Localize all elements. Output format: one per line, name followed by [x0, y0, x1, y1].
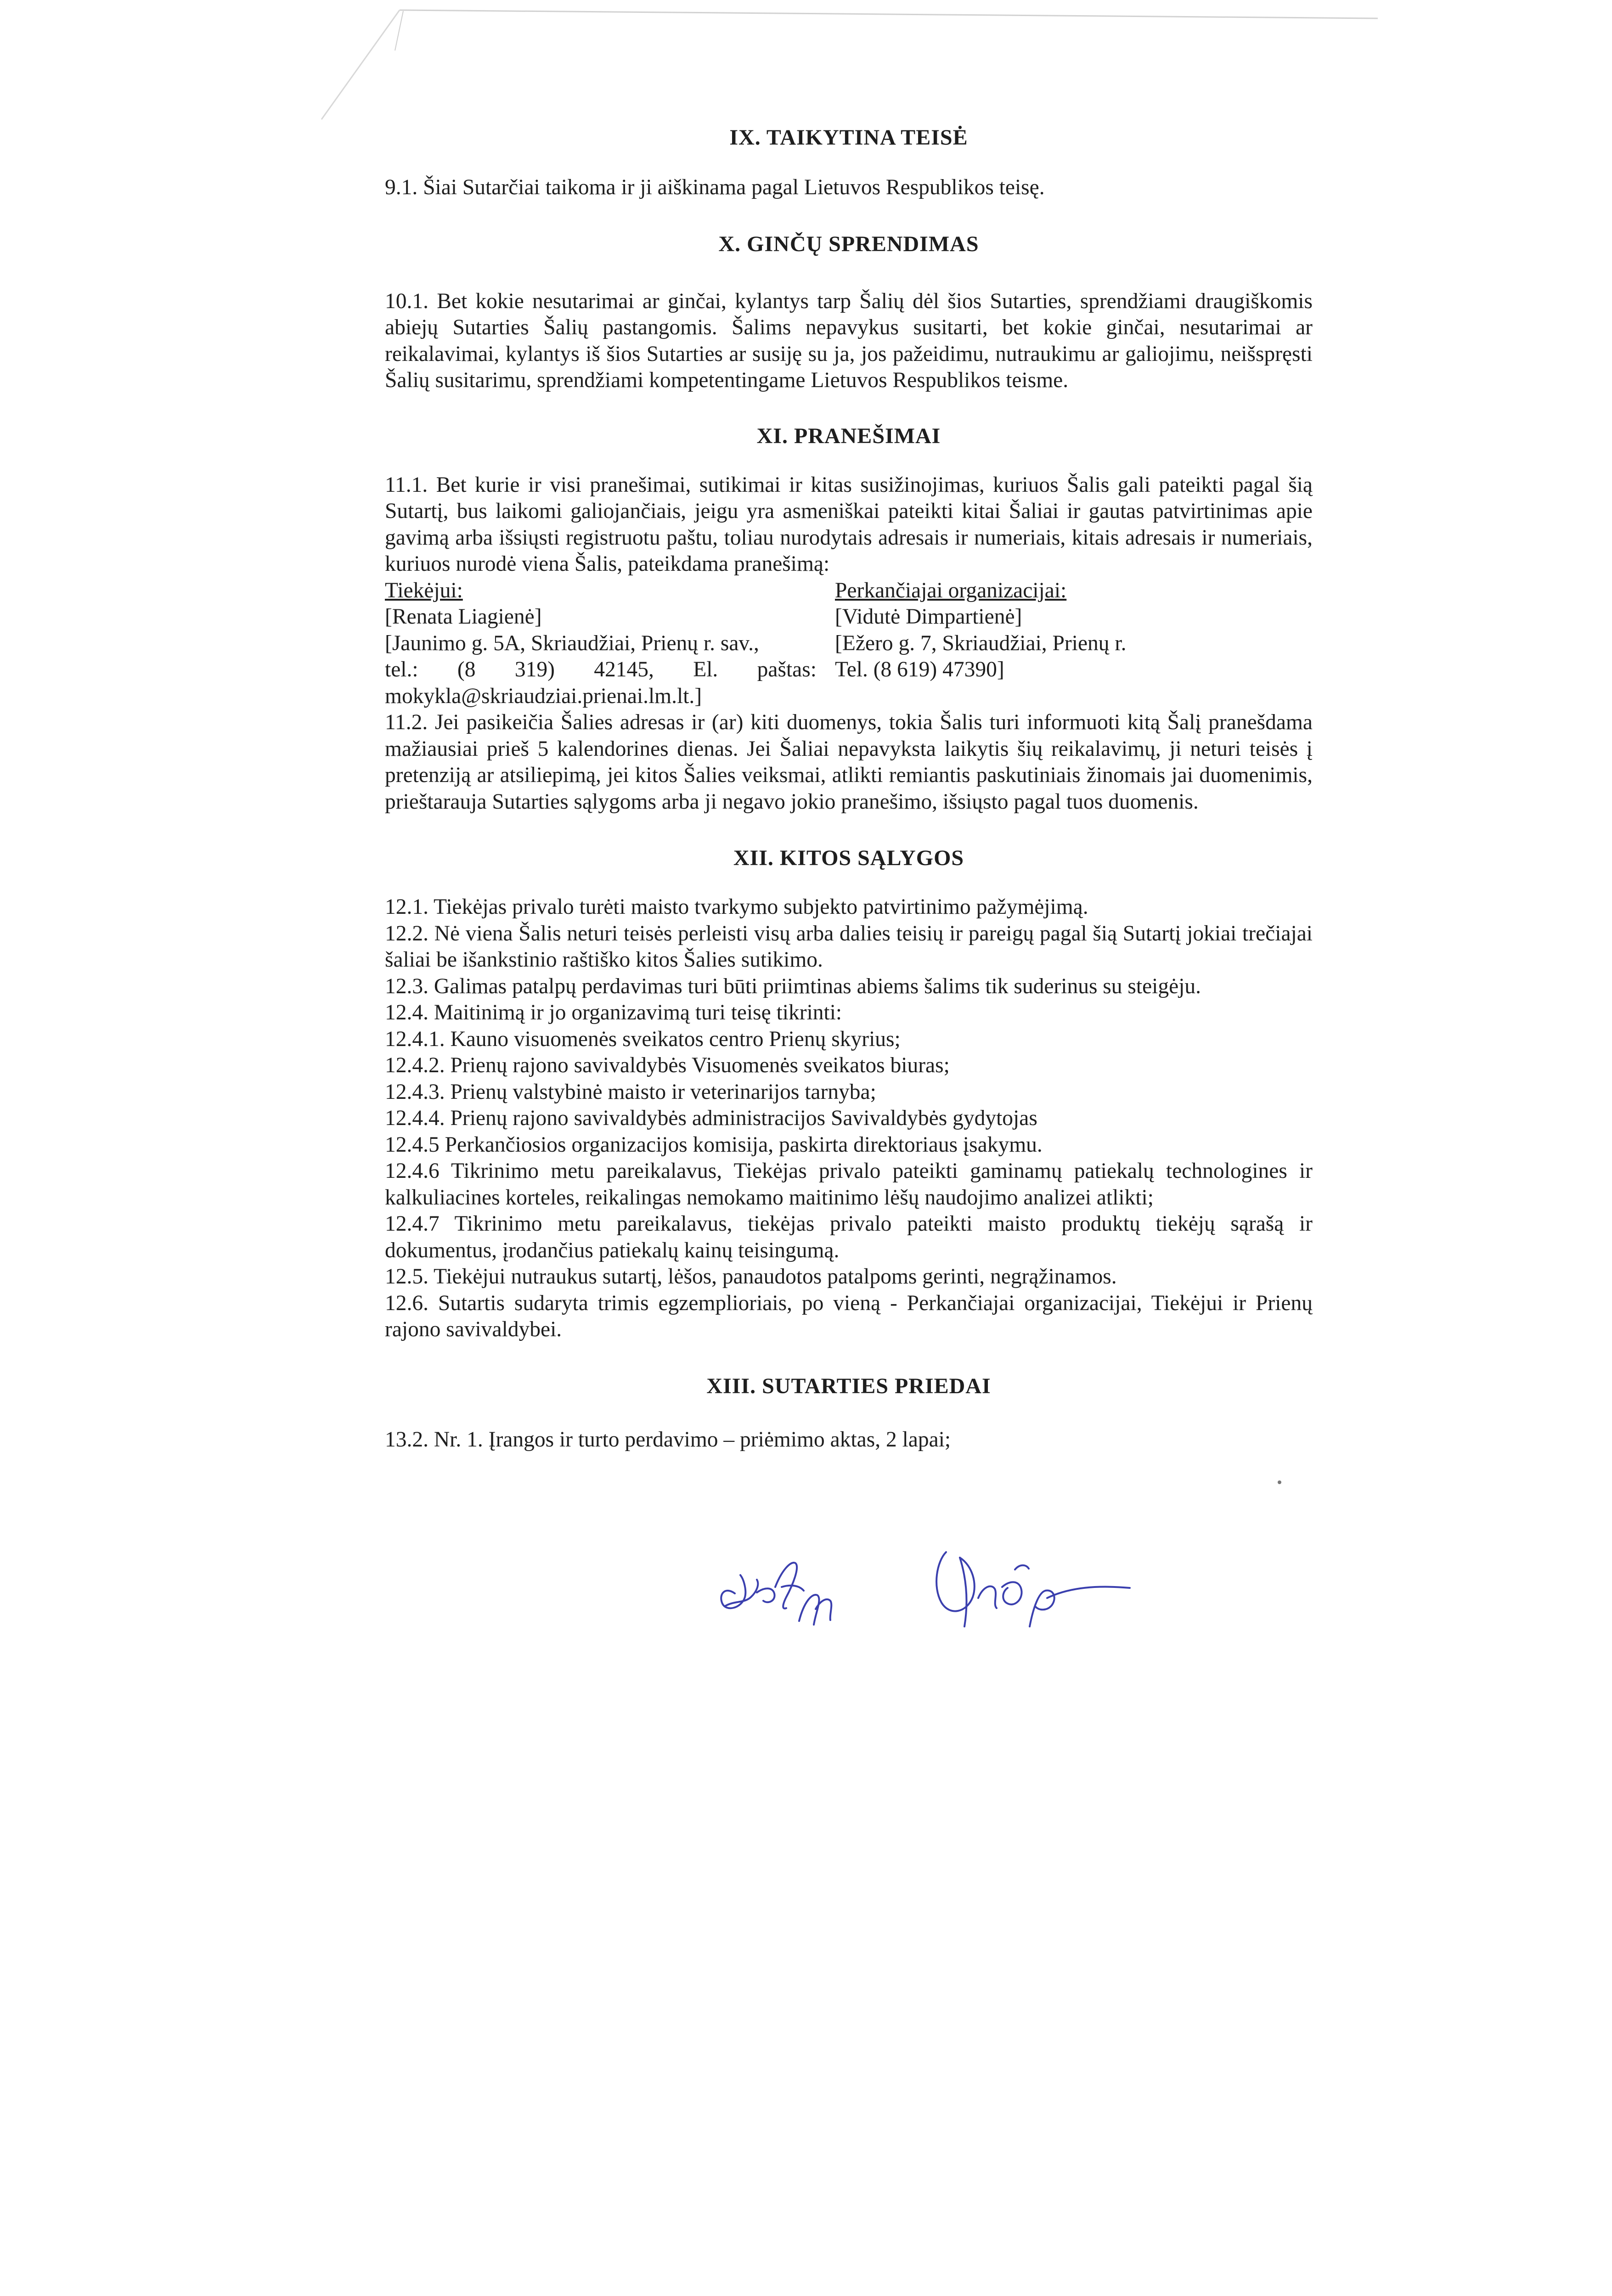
section-11-title: XI. PRANEŠIMAI: [756, 423, 941, 448]
supplier-label: Tiekėjui:: [385, 578, 463, 602]
section-12-item: 12.4.3. Prienų valstybinė maisto ir veterinarijos tarnyba;: [385, 1080, 876, 1104]
section-12-item: 12.4.2. Prienų rajono savivaldybės Visuomenės sveikatos biuras;: [385, 1053, 950, 1077]
buyer-name: [Vidutė Dimpartienė]: [835, 605, 1022, 629]
section-13-paragraph-1: 13.2. Nr. 1. Įrangos ir turto perdavimo – priėmimo aktas, 2 lapai;: [385, 1427, 951, 1452]
section-13-title: XIII. SUTARTIES PRIEDAI: [706, 1373, 991, 1398]
signatures: [666, 1506, 1355, 1653]
section-12-item: 12.4. Maitinimą ir jo organizavimą turi teisę tikrinti:: [385, 1001, 842, 1024]
section-12-item: 12.1. Tiekėjas privalo turėti maisto tvarkymo subjekto patvirtinimo pažymėjimą.: [385, 895, 1088, 919]
supplier-phone-label: tel.:: [385, 658, 418, 681]
section-12-item: 12.4.1. Kauno visuomenės sveikatos centro Prienų skyrius;: [385, 1027, 901, 1051]
section-12-item: 12.4.7 Tikrinimo metu pareikalavus, tiekėjas privalo pateikti maisto produktų tiekėjų sąrašą ir dokumentus, įrodančius patiekalų kainų teisingumą.: [385, 1212, 1313, 1262]
section-12-item: 12.6. Sutartis sudaryta trimis egzemplioriais, po vieną - Perkančiajai organizacijai, Tiekėjui ir Prienų rajono savivaldybei.: [385, 1291, 1313, 1341]
buyer-label: Perkančiajai organizacijai:: [835, 578, 1067, 602]
supplier-email: mokykla@skriaudziai.prienai.lm.lt.]: [385, 684, 702, 708]
contact-details-table: [385, 578, 1313, 710]
section-10-title: X. GINČŲ SPRENDIMAS: [718, 231, 979, 256]
supplier-email-label: El.: [693, 658, 718, 681]
section-12-item: 12.4.4. Prienų rajono savivaldybės administracijos Savivaldybės gydytojas: [385, 1106, 1037, 1130]
section-12-item: 12.4.5 Perkančiosios organizacijos komisija, paskirta direktoriaus įsakymu.: [385, 1132, 1043, 1157]
supplier-phone-line: [385, 657, 835, 683]
supplier-email-word: paštas:: [757, 658, 817, 681]
section-10-paragraph-1: 10.1. Bet kokie nesutarimai ar ginčai, kylantys tarp Šalių dėl šios Sutarties, sprendžiami draugiškomis abiejų Sutarties Šalių pastangomis. Šalims nepavykus susitarti, bet kokie ginčai, nesutarimai ar reikalavimai, kylantys iš šios Sutarties ar susiję su ja, jos pažeidimu, nutraukimu ar galiojimu, neišspręsti Šalių susitarimu, sprendžiami kompetentingame Lietuvos Respublikos teisme.: [385, 289, 1313, 392]
section-12-item: 12.2. Nė viena Šalis neturi teisės perleisti visų arba dalies teisių ir pareigų pagal šią Sutartį jokiai trečiajai šaliai be išankstinio raštiško kitos Šalies sutikimo.: [385, 921, 1313, 972]
section-11-paragraph-2: 11.2. Jei pasikeičia Šalies adresas ir (ar) kiti duomenys, tokia Šalis turi informuoti kitą Šalį pranešdama mažiausiai prieš 5 kalendorines dienas. Jei Šaliai nepavyksta laikytis šių reikalavimų, ji neturi teisės į pretenziją ar atsiliepimą, jei kitos Šalies veiksmai, atlikti remiantis paskutiniais žinomais jai duomenimis, prieštarauja Sutarties sąlygoms arba ji negavo jokio pranešimo, išsiųsto pagal tuos duomenis.: [385, 710, 1313, 814]
section-9-paragraph-1: 9.1. Šiai Sutarčiai taikoma ir ji aiškinama pagal Lietuvos Respublikos teisę.: [385, 175, 1045, 199]
document-page: [385, 124, 1313, 1453]
scan-speck: [1278, 1480, 1281, 1484]
signature-right: [936, 1552, 1130, 1626]
supplier-name: [Renata Liagienė]: [385, 605, 542, 629]
signature-left: [721, 1563, 831, 1625]
buyer-address: [Ežero g. 7, Skriaudžiai, Prienų r.: [835, 631, 1127, 655]
buyer-empty-cell: [835, 683, 1313, 710]
section-12-item: 12.3. Galimas patalpų perdavimas turi būti priimtinas abiems šalims tik suderinus su steigėju.: [385, 974, 1201, 998]
buyer-phone: Tel. (8 619) 47390]: [835, 658, 1004, 681]
supplier-phone-rest: 42145,: [594, 658, 654, 681]
section-12-title: XII. KITOS SĄLYGOS: [733, 846, 964, 870]
section-12-item: 12.5. Tiekėjui nutraukus sutartį, lėšos, panaudotos patalpoms gerinti, negrąžinamos.: [385, 1265, 1117, 1289]
supplier-phone-code: (8: [457, 658, 476, 681]
section-9-title: IX. TAIKYTINA TEISĖ: [729, 125, 968, 150]
section-12-item: 12.4.6 Tikrinimo metu pareikalavus, Tiekėjas privalo pateikti gaminamų patiekalų technologines ir kalkuliacines korteles, reikalingas nemokamo maitinimo lėšų naudojimo analizei atlikti;: [385, 1159, 1313, 1210]
supplier-phone-number: 319): [514, 658, 555, 681]
section-11-paragraph-1: 11.1. Bet kurie ir visi pranešimai, sutikimai ir kitas susižinojimas, kuriuos Šalis gali pateikti pagal šią Sutartį, bus laikomi galiojančiais, jeigu yra asmeniškai pateikti kitai Šaliai ir gautas patvirtinimas apie gavimą arba išsiųsti registruotu paštu, toliau nurodytais adresais ir numeriais, kitais adresais ir numeriais, kuriuos nurodė viena Šalis, pateikdama pranešimą:: [385, 473, 1313, 576]
supplier-address: [Jaunimo g. 5A, Skriaudžiai, Prienų r. sav.,: [385, 631, 759, 655]
